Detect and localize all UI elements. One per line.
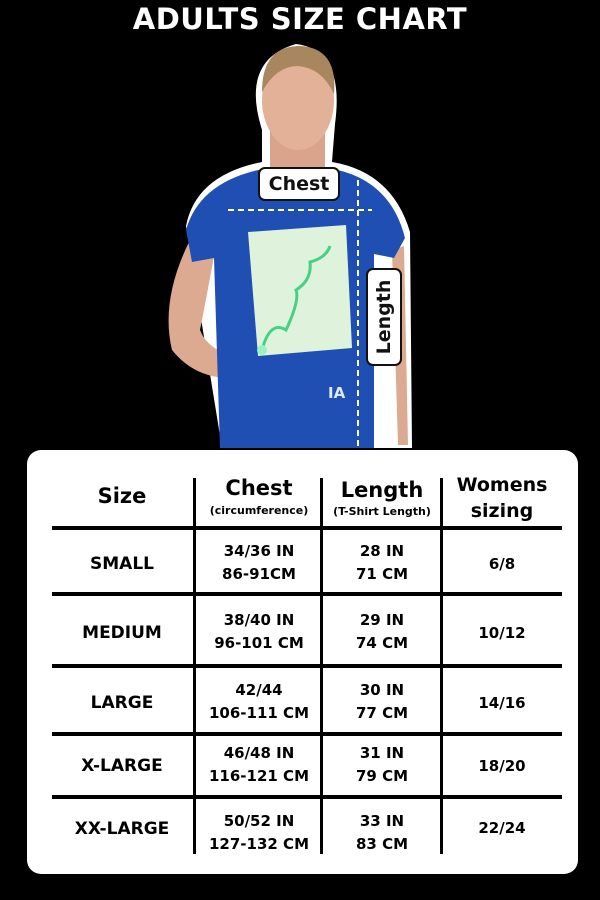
row-length-in: 28 IN: [359, 542, 405, 560]
header-separator: [52, 526, 562, 530]
row-size: XX-LARGE: [74, 819, 170, 839]
row-length: [323, 810, 441, 856]
row-length-in: 30 IN: [359, 681, 405, 699]
row-womens: 10/12: [478, 624, 526, 642]
row-length-in: 31 IN: [359, 744, 405, 762]
row-length: [323, 540, 441, 586]
row-chest: [197, 742, 321, 788]
row-separator: [52, 732, 562, 736]
row-chest-in: 42/44: [235, 681, 283, 699]
header-womens-sizing: sizing: [470, 500, 534, 522]
row-chest-cm: 96-101 CM: [214, 634, 304, 652]
row-size: LARGE: [90, 693, 154, 713]
row-size: MEDIUM: [82, 623, 162, 643]
row-chest-cm: 86-91CM: [222, 565, 296, 583]
row-length-in: 33 IN: [359, 812, 405, 830]
row-length: [323, 742, 441, 788]
row-separator: [52, 795, 562, 799]
length-callout-label: Length: [373, 279, 395, 355]
row-womens: 6/8: [488, 555, 516, 573]
page-title: ADULTS SIZE CHART: [132, 2, 468, 36]
row-chest: [197, 679, 321, 725]
row-chest: [197, 540, 321, 586]
column-separator: [320, 478, 323, 854]
glow-panel: [248, 225, 352, 356]
row-length: [323, 609, 441, 655]
row-womens: 18/20: [478, 757, 526, 775]
header-length-sub: (T-Shirt Length): [333, 505, 431, 518]
row-size: X-LARGE: [81, 756, 163, 776]
row-womens: 14/16: [478, 694, 526, 712]
row-chest-in: 46/48 IN: [223, 744, 295, 762]
shirt-logo: IA: [328, 384, 346, 402]
row-length: [323, 679, 441, 725]
row-chest: [197, 810, 321, 856]
column-separator: [440, 478, 443, 854]
row-length-cm: 79 CM: [355, 767, 409, 785]
row-womens: 22/24: [478, 819, 526, 837]
header-womens: Womens: [456, 474, 548, 496]
header-chest: Chest: [225, 476, 293, 500]
row-length-cm: 71 CM: [355, 565, 409, 583]
row-separator: [52, 664, 562, 668]
row-chest-in: 38/40 IN: [223, 611, 295, 629]
row-length-cm: 74 CM: [355, 634, 409, 652]
size-table-card: [27, 450, 578, 874]
row-chest-in: 50/52 IN: [223, 812, 295, 830]
row-chest: [197, 609, 321, 655]
header-size: Size: [97, 484, 147, 508]
chest-callout: Chest: [258, 167, 340, 201]
row-length-cm: 77 CM: [355, 704, 409, 722]
column-separator: [193, 478, 196, 854]
row-chest-cm: 116-121 CM: [208, 767, 309, 785]
row-separator: [52, 592, 562, 596]
row-chest-cm: 127-132 CM: [208, 835, 309, 853]
row-length-in: 29 IN: [359, 611, 405, 629]
row-size: SMALL: [90, 554, 154, 574]
length-callout: [366, 268, 402, 366]
row-length-cm: 83 CM: [355, 835, 409, 853]
row-chest-cm: 106-111 CM: [208, 704, 309, 722]
row-chest-in: 34/36 IN: [223, 542, 295, 560]
header-length: Length: [340, 478, 424, 502]
header-chest-sub: (circumference): [209, 504, 309, 517]
uv-light-dot: [257, 345, 267, 355]
